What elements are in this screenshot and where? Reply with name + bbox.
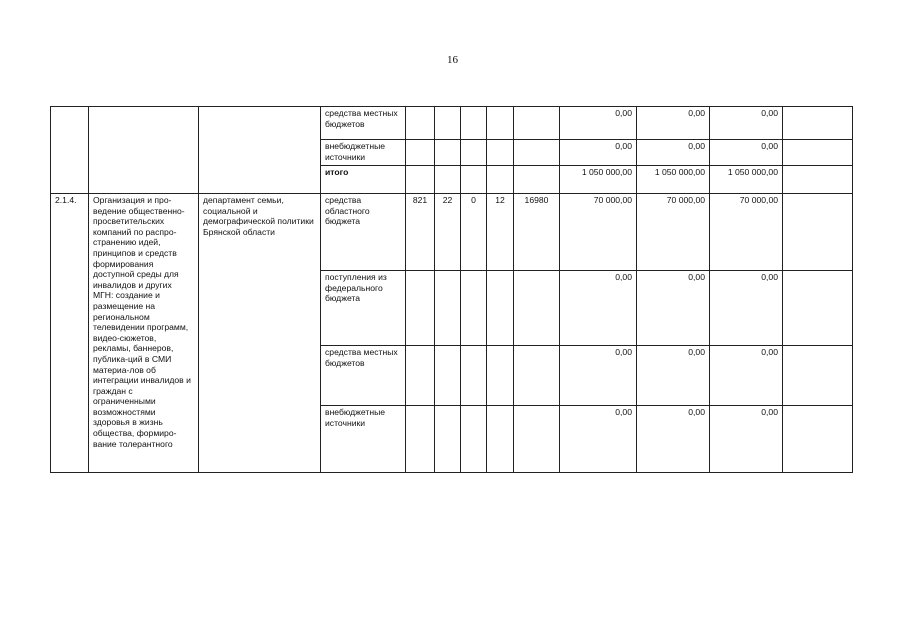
amount-cell: 70 000,00 [637, 194, 710, 271]
code-cell: 0 [461, 194, 487, 271]
empty-cell [783, 346, 853, 406]
code-cell [487, 271, 514, 346]
code-cell [406, 107, 435, 140]
code-cell [487, 346, 514, 406]
amount-cell: 0,00 [710, 271, 783, 346]
amount-cell: 0,00 [710, 406, 783, 473]
executor-cell [199, 107, 321, 194]
budget-table [50, 106, 853, 473]
code-cell [461, 406, 487, 473]
code-cell [461, 166, 487, 194]
code-cell [514, 107, 560, 140]
amount-cell: 0,00 [560, 107, 637, 140]
code-cell [435, 271, 461, 346]
amount-cell: 0,00 [637, 346, 710, 406]
source-cell: средства областного бюджета [321, 194, 406, 271]
empty-cell [783, 166, 853, 194]
code-cell [406, 271, 435, 346]
code-cell [487, 406, 514, 473]
empty-cell [783, 140, 853, 166]
code-cell [435, 140, 461, 166]
source-cell: поступления из федерального бюджета [321, 271, 406, 346]
amount-cell: 0,00 [710, 140, 783, 166]
source-cell: внебюджетные источники [321, 406, 406, 473]
name-cell [89, 107, 199, 194]
total-amount-cell: 1 050 000,00 [637, 166, 710, 194]
code-cell [406, 166, 435, 194]
empty-cell [783, 107, 853, 140]
code-cell [514, 140, 560, 166]
code-cell [406, 406, 435, 473]
code-cell [514, 271, 560, 346]
table-row [51, 194, 853, 271]
source-cell: средства местных бюджетов [321, 107, 406, 140]
amount-cell: 0,00 [560, 271, 637, 346]
source-cell: средства местных бюджетов [321, 346, 406, 406]
source-cell: внебюджетные источники [321, 140, 406, 166]
code-cell [487, 107, 514, 140]
amount-cell: 0,00 [637, 271, 710, 346]
item-name-cell: Организация и про-ведение общественно-просветительских компаний по распро-странению идей, принципов и средств формирования доступной среды для инвалидов и других МГН: создание и размещение на региональном телевидении программ, видео-сюжетов, рекламы, баннеров, публика-ций в СМИ материа-лов об интеграции инвалидов и граждан с ограниченными возможностями здоровья в жизнь общества, формиро-вание толерантного [89, 194, 199, 473]
empty-cell [783, 194, 853, 271]
code-cell [461, 271, 487, 346]
code-cell: 12 [487, 194, 514, 271]
empty-cell [783, 406, 853, 473]
total-label-cell: итого [321, 166, 406, 194]
code-cell [487, 166, 514, 194]
item-index-cell: 2.1.4. [51, 194, 89, 473]
amount-cell: 0,00 [637, 140, 710, 166]
code-cell [406, 346, 435, 406]
empty-cell [783, 271, 853, 346]
code-cell [435, 406, 461, 473]
amount-cell: 0,00 [710, 107, 783, 140]
code-cell [461, 346, 487, 406]
code-cell [435, 346, 461, 406]
total-amount-cell: 1 050 000,00 [710, 166, 783, 194]
code-cell [514, 406, 560, 473]
amount-cell: 0,00 [637, 406, 710, 473]
code-cell [461, 140, 487, 166]
total-amount-cell: 1 050 000,00 [560, 166, 637, 194]
code-cell: 16980 [514, 194, 560, 271]
code-cell: 821 [406, 194, 435, 271]
amount-cell: 0,00 [637, 107, 710, 140]
amount-cell: 70 000,00 [560, 194, 637, 271]
amount-cell: 0,00 [560, 346, 637, 406]
code-cell: 22 [435, 194, 461, 271]
amount-cell: 0,00 [710, 346, 783, 406]
index-cell [51, 107, 89, 194]
item-executor-cell: департамент семьи, социальной и демографической политики Брянской области [199, 194, 321, 473]
amount-cell: 0,00 [560, 140, 637, 166]
code-cell [514, 346, 560, 406]
code-cell [406, 140, 435, 166]
amount-cell: 0,00 [560, 406, 637, 473]
code-cell [435, 107, 461, 140]
amount-cell: 70 000,00 [710, 194, 783, 271]
code-cell [514, 166, 560, 194]
table-row [51, 107, 853, 140]
code-cell [487, 140, 514, 166]
code-cell [461, 107, 487, 140]
page-number: 16 [447, 54, 458, 66]
code-cell [435, 166, 461, 194]
